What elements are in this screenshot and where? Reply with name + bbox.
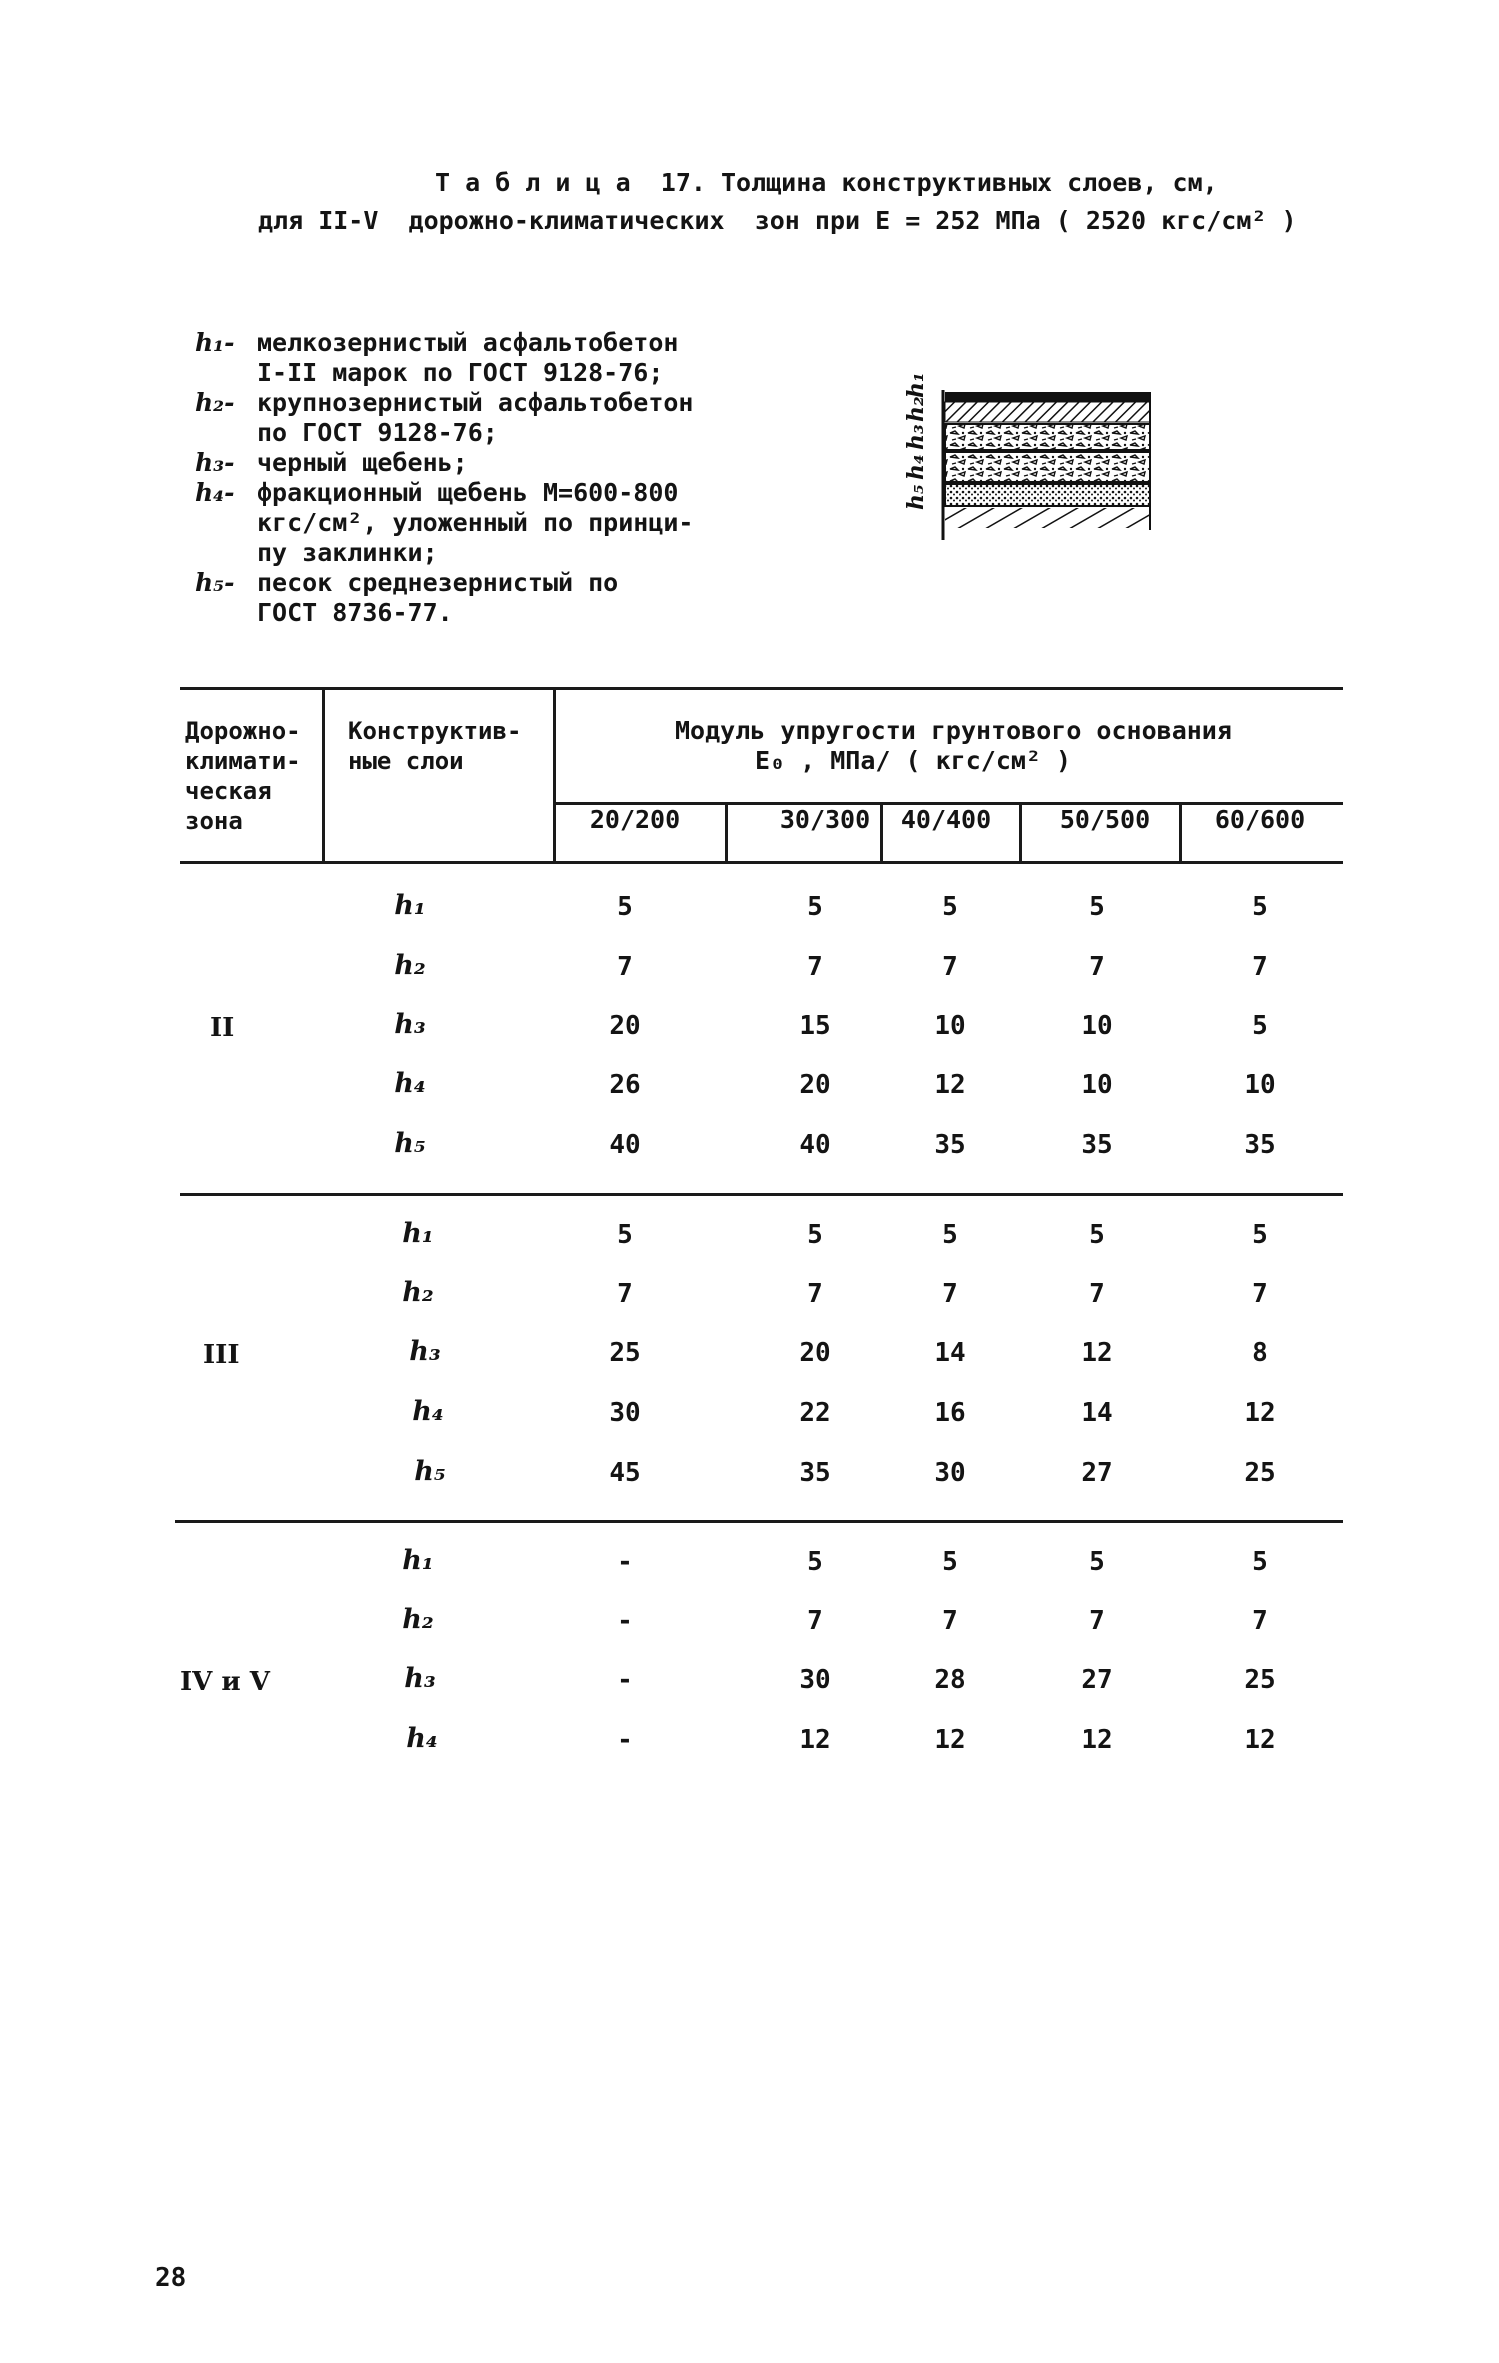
table-cell: 5 xyxy=(617,1220,633,1250)
table-cell: - xyxy=(617,1606,633,1636)
zone-label-iii: III xyxy=(203,1340,240,1370)
header-zone-line2: климати- xyxy=(185,747,301,775)
table-cell: 10 xyxy=(1081,1070,1113,1100)
table-cell: 7 xyxy=(1252,952,1268,982)
table-cell: 14 xyxy=(1081,1398,1113,1428)
table-cell: 27 xyxy=(1081,1665,1113,1695)
table-cell: 12 xyxy=(1081,1725,1113,1755)
table-vline-2 xyxy=(553,687,556,864)
row-layer-label: h₄ xyxy=(412,1396,444,1427)
table-cell: 20 xyxy=(609,1011,641,1041)
row-layer-label: h₂ xyxy=(402,1604,434,1635)
table-vline-1 xyxy=(322,687,325,864)
table-cell: 7 xyxy=(942,1279,958,1309)
table-cell: 5 xyxy=(617,892,633,922)
pavement-layers-diagram xyxy=(895,370,1165,545)
header-zone-line3: ческая xyxy=(185,777,272,805)
page-number: 28 xyxy=(155,2263,187,2293)
table-cell: 7 xyxy=(1089,1279,1105,1309)
table-cell: 7 xyxy=(617,952,633,982)
zone-label-ii: II xyxy=(210,1013,235,1043)
table-cell: 35 xyxy=(1244,1130,1276,1160)
row-layer-label: h₁ xyxy=(402,1218,434,1249)
table-cell: 7 xyxy=(617,1279,633,1309)
table-cell: 10 xyxy=(934,1011,966,1041)
table-cell: 7 xyxy=(1089,1606,1105,1636)
table-cell: 5 xyxy=(1252,1547,1268,1577)
table-cell: 27 xyxy=(1081,1458,1113,1488)
table-cell: 35 xyxy=(934,1130,966,1160)
table-cell: - xyxy=(617,1725,633,1755)
table-vline-5 xyxy=(1019,802,1022,864)
table-cell: 5 xyxy=(1252,1011,1268,1041)
table-cell: 5 xyxy=(942,892,958,922)
legend-text-h5-line2: ГОСТ 8736-77. xyxy=(257,598,453,627)
diagram-layer-h2 xyxy=(945,402,1150,422)
table-cell: 12 xyxy=(1244,1725,1276,1755)
header-modulus-line1: Модуль упругости грунтового основания xyxy=(675,716,1232,745)
table-cell: 8 xyxy=(1252,1338,1268,1368)
table-cell: 5 xyxy=(942,1547,958,1577)
diagram-layer-h1 xyxy=(945,392,1150,402)
diagram-layer-h5 xyxy=(945,484,1150,506)
legend-text-h3-line1: черный щебень; xyxy=(257,448,468,477)
table-cell: 7 xyxy=(807,952,823,982)
column-header-40-400: 40/400 xyxy=(900,805,992,834)
table-cell: 16 xyxy=(934,1398,966,1428)
table-cell: 5 xyxy=(807,1547,823,1577)
header-zone-line4: зона xyxy=(185,807,243,835)
header-layers-line1: Конструктив- xyxy=(348,717,522,745)
table-cell: 7 xyxy=(807,1606,823,1636)
group-rule-iii-iv xyxy=(175,1520,1343,1523)
table-header-bottom-rule xyxy=(180,861,1343,864)
table-cell: 10 xyxy=(1081,1011,1113,1041)
table-cell: 35 xyxy=(799,1458,831,1488)
table-cell: 10 xyxy=(1244,1070,1276,1100)
table-cell: 7 xyxy=(1252,1279,1268,1309)
column-header-50-500: 50/500 xyxy=(1059,805,1151,834)
row-layer-label: h₅ xyxy=(394,1128,426,1159)
legend-text-h5-line1: песок среднезернистый по xyxy=(257,568,619,597)
layer-legend xyxy=(195,328,715,638)
legend-symbol-h1: h₁- xyxy=(195,328,235,357)
legend-symbol-h5: h₅- xyxy=(195,568,235,597)
table-cell: 5 xyxy=(1089,1220,1105,1250)
table-cell: 7 xyxy=(942,952,958,982)
legend-text-h1-line1: мелкозернистый асфальтобетон xyxy=(257,328,679,357)
legend-symbol-h2: h₂- xyxy=(195,388,235,417)
row-layer-label: h₁ xyxy=(402,1545,434,1576)
diagram-label-h1: h₁ xyxy=(903,372,929,398)
table-cell: 25 xyxy=(1244,1665,1276,1695)
table-cell: 20 xyxy=(799,1070,831,1100)
table-vline-3 xyxy=(725,802,728,864)
table-cell: 5 xyxy=(1089,892,1105,922)
table-cell: 25 xyxy=(609,1338,641,1368)
table-cell: 14 xyxy=(934,1338,966,1368)
diagram-label-h3: h₃ xyxy=(903,424,929,450)
table-cell: 20 xyxy=(799,1338,831,1368)
table-cell: 28 xyxy=(934,1665,966,1695)
table-cell: 15 xyxy=(799,1011,831,1041)
table-cell: 5 xyxy=(1252,1220,1268,1250)
table-vline-6 xyxy=(1179,802,1182,864)
legend-symbol-h3: h₃- xyxy=(195,448,235,477)
column-header-20-200: 20/200 xyxy=(589,805,681,834)
table-cell: 7 xyxy=(1089,952,1105,982)
table-cell: 12 xyxy=(1081,1338,1113,1368)
row-layer-label: h₄ xyxy=(406,1723,438,1754)
table-title-line2: для II-V дорожно-климатических зон при E = 252 МПа ( 2520 кгс/см² ) xyxy=(258,206,1297,235)
table-cell: 35 xyxy=(1081,1130,1113,1160)
table-cell: 30 xyxy=(799,1665,831,1695)
table-cell: 30 xyxy=(934,1458,966,1488)
header-layers-line2: ные слои xyxy=(348,747,464,775)
table-cell: 12 xyxy=(934,1725,966,1755)
diagram-layer-h3 xyxy=(945,424,1150,450)
table-cell: 40 xyxy=(799,1130,831,1160)
diagram-layer-h4 xyxy=(945,452,1150,482)
table-cell: - xyxy=(617,1665,633,1695)
table-cell: 7 xyxy=(1252,1606,1268,1636)
table-cell: 26 xyxy=(609,1070,641,1100)
row-layer-label: h₅ xyxy=(414,1456,446,1487)
table-cell: 45 xyxy=(609,1458,641,1488)
table-cell: 5 xyxy=(807,892,823,922)
table-cell: - xyxy=(617,1547,633,1577)
row-layer-label: h₄ xyxy=(394,1068,426,1099)
table-cell: 5 xyxy=(1252,892,1268,922)
table-title-line1: Т а б л и ц а 17. Толщина конструктивных слоев, см, xyxy=(435,168,1218,197)
legend-text-h4-line2: кгс/см², уложенный по принци- xyxy=(257,508,694,537)
table-cell: 40 xyxy=(609,1130,641,1160)
group-rule-ii-iii xyxy=(180,1193,1343,1196)
legend-symbol-h4: h₄- xyxy=(195,478,235,507)
row-layer-label: h₁ xyxy=(394,890,426,921)
column-header-30-300: 30/300 xyxy=(779,805,871,834)
header-zone-line1: Дорожно- xyxy=(185,717,301,745)
column-header-60-600: 60/600 xyxy=(1214,805,1306,834)
header-modulus-line2: E₀ , МПа/ ( кгс/см² ) xyxy=(755,746,1072,775)
table-cell: 7 xyxy=(807,1279,823,1309)
row-layer-label: h₃ xyxy=(409,1336,441,1367)
diagram-label-h5: h₅ xyxy=(903,484,929,510)
zone-label-iv-v: IV и V xyxy=(180,1667,270,1697)
table-cell: 7 xyxy=(942,1606,958,1636)
legend-text-h4-line3: пу заклинки; xyxy=(257,538,438,567)
table-cell: 25 xyxy=(1244,1458,1276,1488)
table-cell: 12 xyxy=(1244,1398,1276,1428)
table-cell: 12 xyxy=(799,1725,831,1755)
diagram-label-h4: h₄ xyxy=(903,454,929,480)
diagram-subgrade xyxy=(945,508,1150,528)
legend-text-h2-line1: крупнозернистый асфальтобетон xyxy=(257,388,694,417)
legend-text-h2-line2: по ГОСТ 9128-76; xyxy=(257,418,498,447)
legend-text-h1-line2: I-II марок по ГОСТ 9128-76; xyxy=(257,358,664,387)
table-cell: 30 xyxy=(609,1398,641,1428)
table-cell: 12 xyxy=(934,1070,966,1100)
table-cell: 5 xyxy=(807,1220,823,1250)
table-cell: 22 xyxy=(799,1398,831,1428)
table-cell: 5 xyxy=(1089,1547,1105,1577)
row-layer-label: h₂ xyxy=(394,950,426,981)
row-layer-label: h₃ xyxy=(394,1009,426,1040)
row-layer-label: h₃ xyxy=(404,1663,436,1694)
table-top-rule xyxy=(180,687,1343,690)
legend-text-h4-line1: фракционный щебень М=600-800 xyxy=(257,478,679,507)
diagram-label-h2: h₂ xyxy=(903,396,929,422)
table-cell: 5 xyxy=(942,1220,958,1250)
row-layer-label: h₂ xyxy=(402,1277,434,1308)
